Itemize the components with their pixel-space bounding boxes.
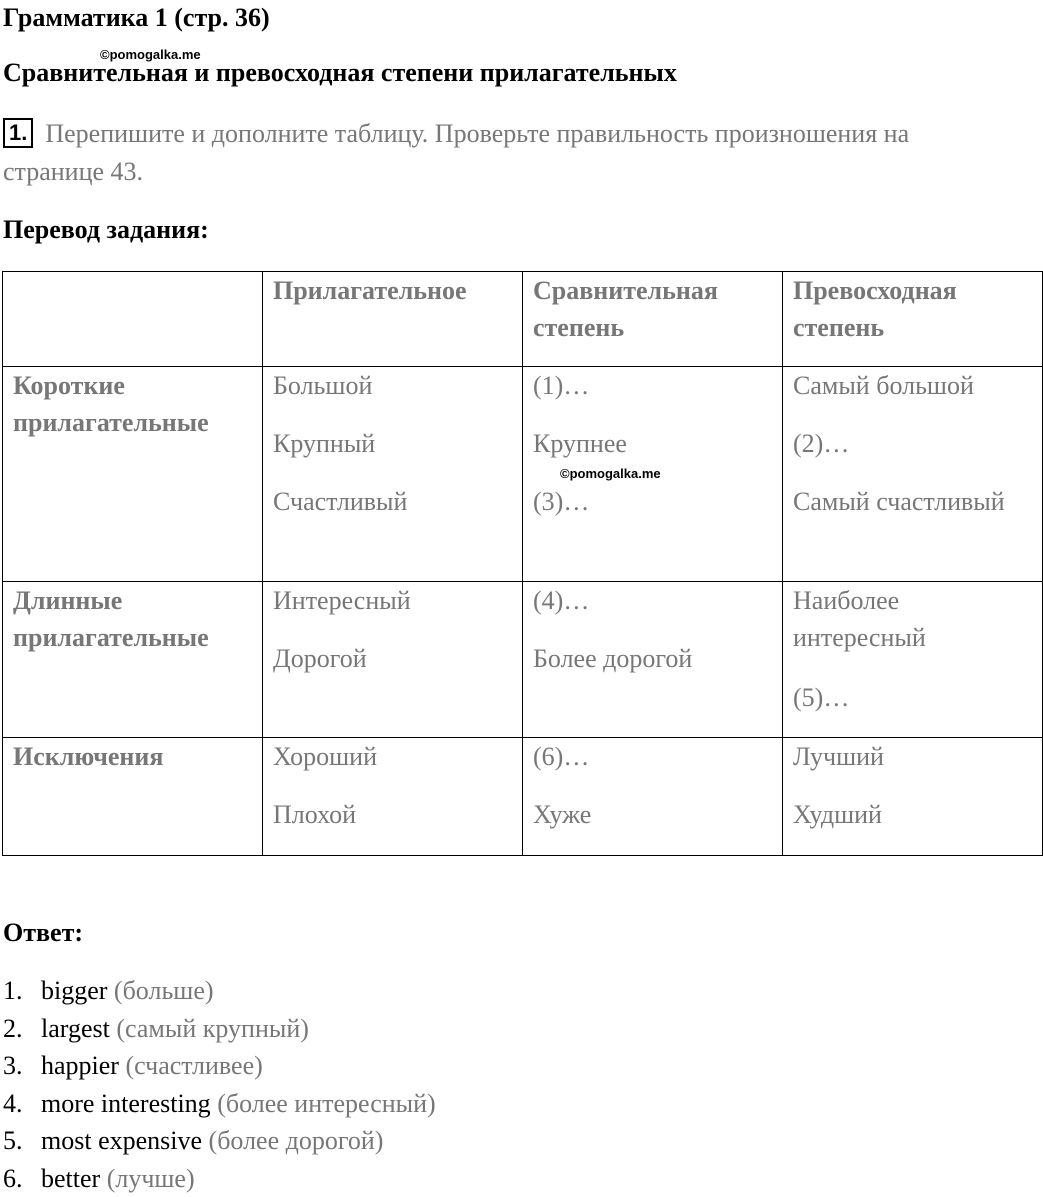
table-header-adjective: Прилагательное (263, 272, 523, 367)
cell-line: Счастливый (273, 483, 512, 520)
list-item (0, 1010, 436, 1048)
cell-line: Самый счастливый (793, 483, 1032, 520)
row-label: Длинные прилагательные (3, 582, 263, 738)
row-label: Короткие прилагательные (3, 367, 263, 582)
cell-line: (2)… (793, 425, 1032, 462)
answer-number: 6. (0, 1160, 41, 1197)
answer-russian: (больше) (114, 976, 214, 1005)
list-item (0, 1047, 436, 1085)
cell-line: Наиболее интересный (793, 582, 1032, 656)
answer-english: most expensive (41, 1126, 202, 1155)
table-row (3, 738, 1043, 856)
cell-line: Дорогой (273, 640, 512, 677)
cell-line: Крупный (273, 425, 512, 462)
answer-english: more interesting (41, 1089, 211, 1118)
page-title: Грамматика 1 (стр. 36) (3, 2, 270, 34)
cell-line: Более дорогой (533, 640, 772, 677)
cell-line: (3)… (533, 483, 772, 520)
cell-line: (1)… (533, 367, 772, 404)
cell-line: Крупнее (533, 425, 772, 462)
comparative-cell (523, 582, 783, 738)
adjective-cell (263, 367, 523, 582)
answer-russian: (более интересный) (217, 1089, 436, 1118)
table-row (3, 367, 1043, 582)
watermark-top: ©pomogalka.me (100, 47, 201, 63)
cell-line: (5)… (793, 679, 1032, 716)
cell-line: Плохой (273, 796, 512, 833)
list-item (0, 1160, 436, 1197)
answer-number: 5. (0, 1122, 41, 1160)
cell-line: Интересный (273, 582, 512, 619)
adjective-cell (263, 738, 523, 856)
cell-line: Лучший (793, 738, 1032, 775)
adjective-cell (263, 582, 523, 738)
superlative-cell (783, 738, 1043, 856)
task-number: 1. (3, 118, 33, 148)
superlative-cell (783, 367, 1043, 582)
answer-russian: (лучше) (107, 1164, 195, 1193)
cell-line: Большой (273, 367, 512, 404)
answer-list (0, 972, 436, 1197)
adjective-table (2, 271, 1043, 856)
table-header-comparative: Сравнительная степень (523, 272, 783, 367)
task-instruction (3, 115, 943, 191)
table-header-empty (3, 272, 263, 367)
cell-line: Самый большой (793, 367, 1032, 404)
answer-english: bigger (41, 976, 107, 1005)
answer-english: better (41, 1164, 100, 1193)
cell-line: Хуже (533, 796, 772, 833)
comparative-cell (523, 738, 783, 856)
cell-line: Худший (793, 796, 1032, 833)
answer-heading: Ответ: (3, 917, 83, 949)
answer-number: 2. (0, 1010, 41, 1048)
superlative-cell (783, 582, 1043, 738)
translation-heading: Перевод задания: (3, 214, 209, 246)
list-item (0, 1085, 436, 1123)
task-text: Перепишите и дополните таблицу. Проверьте правильность произношения на странице 43. (3, 119, 909, 186)
answer-number: 4. (0, 1085, 41, 1123)
row-label: Исключения (3, 738, 263, 856)
cell-line: Хороший (273, 738, 512, 775)
table-row (3, 582, 1043, 738)
cell-line: (4)… (533, 582, 772, 619)
cell-line: (6)… (533, 738, 772, 775)
answer-number: 3. (0, 1047, 41, 1085)
answer-russian: (счастливее) (125, 1051, 262, 1080)
table-header-row (3, 272, 1043, 367)
answer-russian: (более дорогой) (209, 1126, 384, 1155)
answer-english: largest (41, 1014, 110, 1043)
watermark-table: ©pomogalka.me (560, 466, 661, 482)
list-item (0, 972, 436, 1010)
table-header-superlative: Превосходная степень (783, 272, 1043, 367)
answer-number: 1. (0, 972, 41, 1010)
answer-russian: (самый крупный) (116, 1014, 309, 1043)
answer-english: happier (41, 1051, 119, 1080)
section-title: Сравнительная и превосходная степени прилагательных (3, 57, 677, 89)
list-item (0, 1122, 436, 1160)
